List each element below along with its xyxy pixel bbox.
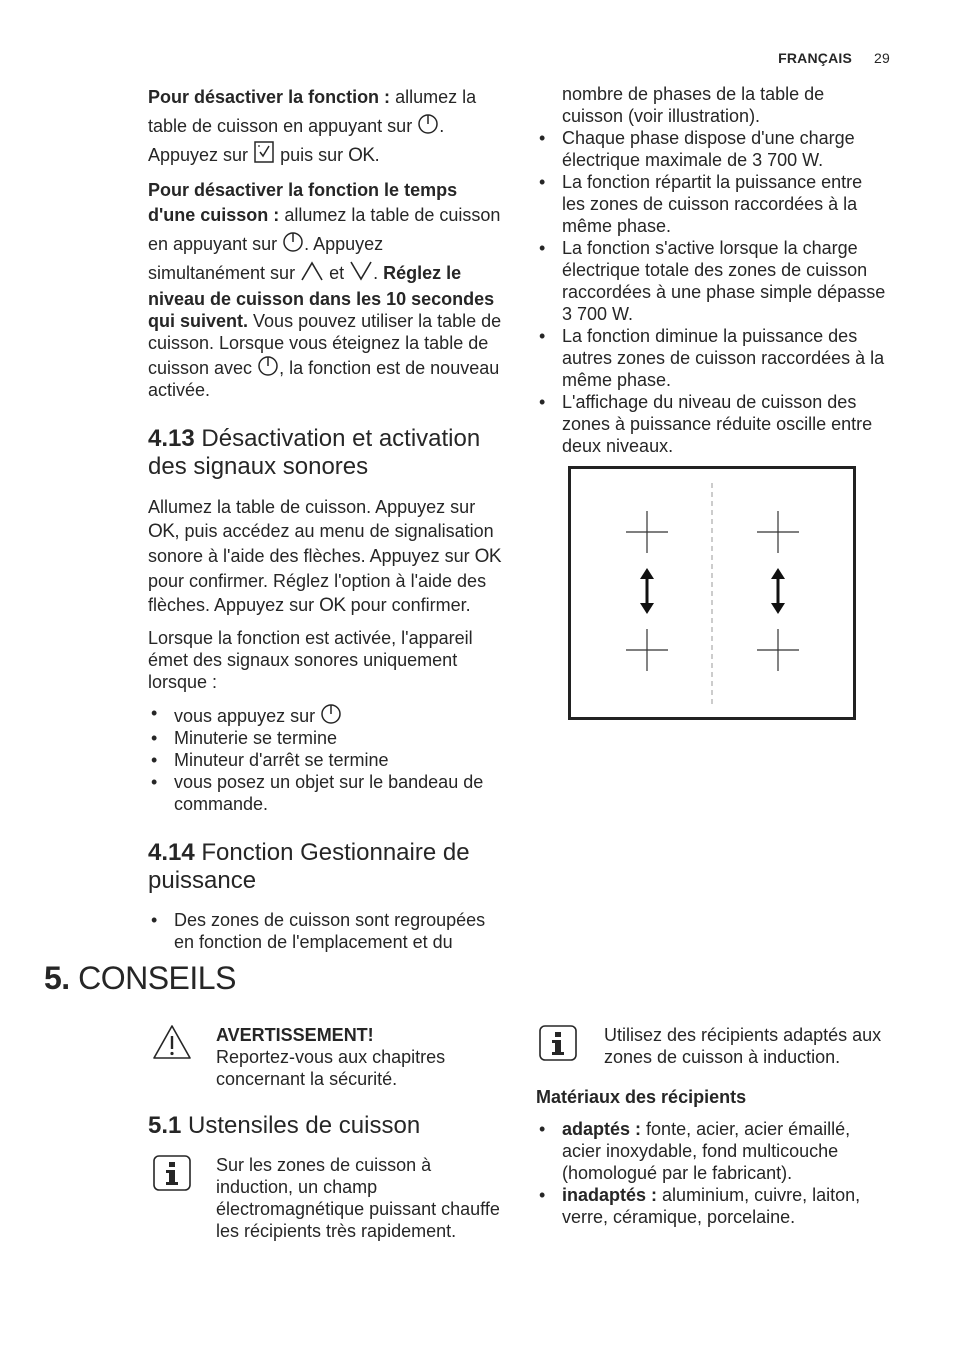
text: fonte, acier, acier émaillé, acier inoxydable, fond multicouche (homologué par le fabricant). (562, 1119, 851, 1183)
text: . (373, 263, 379, 283)
chapter-right-column (536, 1024, 892, 1236)
list-item: • L'affichage du niveau de cuisson des zones à puissance réduite oscille entre deux niveaux. (536, 391, 888, 457)
warning-note (148, 1024, 508, 1090)
text: Allumez la table de cuisson. Appuyez sur (148, 497, 476, 517)
chapter-number: 5. (44, 960, 70, 996)
section-number: 5.1 (148, 1112, 182, 1139)
text: . Appuyez sur (148, 116, 445, 165)
bold-text: Réglez le niveau de cuisson dans les 10 secondes qui suivent. (148, 263, 495, 331)
double-arrow-icon (640, 568, 654, 614)
list-item: • Minuterie se termine (148, 727, 504, 749)
bold-text: Pour désactiver la fonction le temps d'une cuisson : (148, 180, 458, 225)
warning-title: AVERTISSEMENT! (216, 1025, 374, 1045)
text: allumez la table de cuisson en appuyant sur (148, 87, 477, 136)
warning-text: Reportez-vous aux chapitres concernant la sécurité. (216, 1047, 446, 1089)
list-item (536, 1184, 892, 1228)
down-arrow-icon (349, 261, 373, 281)
text: aluminium, cuivre, laiton, verre, céramique, porcelaine. (562, 1185, 861, 1227)
section-number: 4.14 (148, 839, 195, 866)
page-header (778, 50, 890, 66)
page-number: 29 (874, 50, 890, 66)
ok-icon: OK (319, 595, 346, 616)
double-arrow-icon (771, 568, 785, 614)
list-item: nombre de phases de la table de cuisson (voir illustration). (562, 84, 825, 126)
paragraph-disable-temporarily (148, 179, 504, 401)
chapter-left-column (148, 1024, 508, 1242)
ok-icon: OK (474, 546, 502, 567)
text: allumez la table de cuisson en appuyant sur (148, 205, 501, 254)
text: . Appuyez simultanément sur (148, 234, 384, 283)
paragraph-sound-conditions: Lorsque la fonction est activée, l'appareil émet des signaux sonores uniquement lorsque : (148, 628, 473, 692)
info-text: Utilisez des récipients adaptés aux zones de cuisson à induction. (604, 1025, 882, 1067)
power-icon (417, 112, 439, 134)
ok-icon: OK (348, 145, 375, 166)
text: . (374, 145, 380, 165)
list-item (148, 702, 504, 727)
list-item: • Minuteur d'arrêt se termine (148, 749, 504, 771)
text: , puis accédez au menu de signalisation sonore à l'aide des flèches. Appuyez sur (148, 521, 494, 566)
cooking-zone-marker (626, 511, 668, 553)
materials-heading: Matériaux des récipients (536, 1087, 747, 1107)
info-icon (152, 1154, 192, 1192)
text: et (329, 263, 345, 283)
hob-diagram-svg (571, 469, 853, 717)
list-item: • La fonction diminue la puissance des autres zones de cuisson raccordées à la même phase. (536, 325, 888, 391)
section-number: 4.13 (148, 425, 195, 452)
info-icon (538, 1024, 578, 1062)
info-text: Sur les zones de cuisson à induction, un champ électromagnétique puissant chauffe les récipients très rapidement. (216, 1155, 500, 1241)
right-column (536, 83, 888, 720)
up-arrow-icon (300, 261, 324, 281)
hob-phase-diagram (568, 466, 856, 720)
text: pour confirmer. (350, 595, 471, 615)
text: puis sur (280, 145, 344, 165)
language-label: FRANÇAIS (778, 50, 853, 66)
list-item: • La fonction répartit la puissance entre les zones de cuisson raccordées à la même phase. (536, 171, 888, 237)
list-item: • Des zones de cuisson sont regroupées en fonction de l'emplacement et du (148, 909, 504, 953)
sound-conditions-list (148, 702, 504, 815)
paragraph-disable-function (148, 83, 504, 170)
cooking-zone-marker (757, 511, 799, 553)
power-manager-list (148, 909, 504, 953)
text: , la fonction est de nouveau activée. (148, 358, 500, 400)
text: vous appuyez sur (174, 706, 316, 726)
list-item: • La fonction s'active lorsque la charge électrique totale des zones de cuisson raccordées à une phase simple dépasse 3 700 W. (536, 237, 888, 325)
left-column (148, 83, 504, 961)
power-icon (282, 230, 304, 252)
materials-list (536, 1118, 892, 1228)
lock-check-icon (253, 141, 275, 163)
chapter-heading (44, 960, 236, 997)
paragraph-sound-setup (148, 495, 504, 618)
info-note (148, 1154, 508, 1242)
list-item: • vous posez un objet sur le bandeau de commande. (148, 771, 504, 815)
section-title: Fonction Gestionnaire de puissance (148, 839, 470, 894)
section-4-13-heading (148, 425, 504, 481)
bold-text: inadaptés : (562, 1185, 658, 1205)
text: pour confirmer. Réglez l'option à l'aide des flèches. Appuyez sur (148, 571, 487, 615)
cooking-zone-marker (757, 629, 799, 671)
info-note (536, 1024, 892, 1068)
ok-icon: OK (148, 521, 175, 542)
bold-text: Pour désactiver la fonction : (148, 87, 391, 107)
power-manager-list-continued (536, 83, 888, 457)
list-item: • Chaque phase dispose d'une charge électrique maximale de 3 700 W. (536, 127, 888, 171)
section-4-14-heading (148, 839, 504, 895)
cooking-zone-marker (626, 629, 668, 671)
list-item (536, 1118, 892, 1184)
power-icon (320, 702, 342, 724)
warning-triangle-icon (152, 1024, 192, 1060)
section-5-1-heading (148, 1112, 508, 1140)
section-title: Désactivation et activation des signaux sonores (148, 425, 481, 480)
bold-text: adaptés : (562, 1119, 642, 1139)
power-icon (257, 354, 279, 376)
section-title: Ustensiles de cuisson (188, 1112, 421, 1139)
chapter-title: CONSEILS (78, 960, 236, 996)
text: Vous pouvez utiliser la table de cuisson. Lorsque vous éteignez la table de cuisson avec (148, 311, 502, 378)
